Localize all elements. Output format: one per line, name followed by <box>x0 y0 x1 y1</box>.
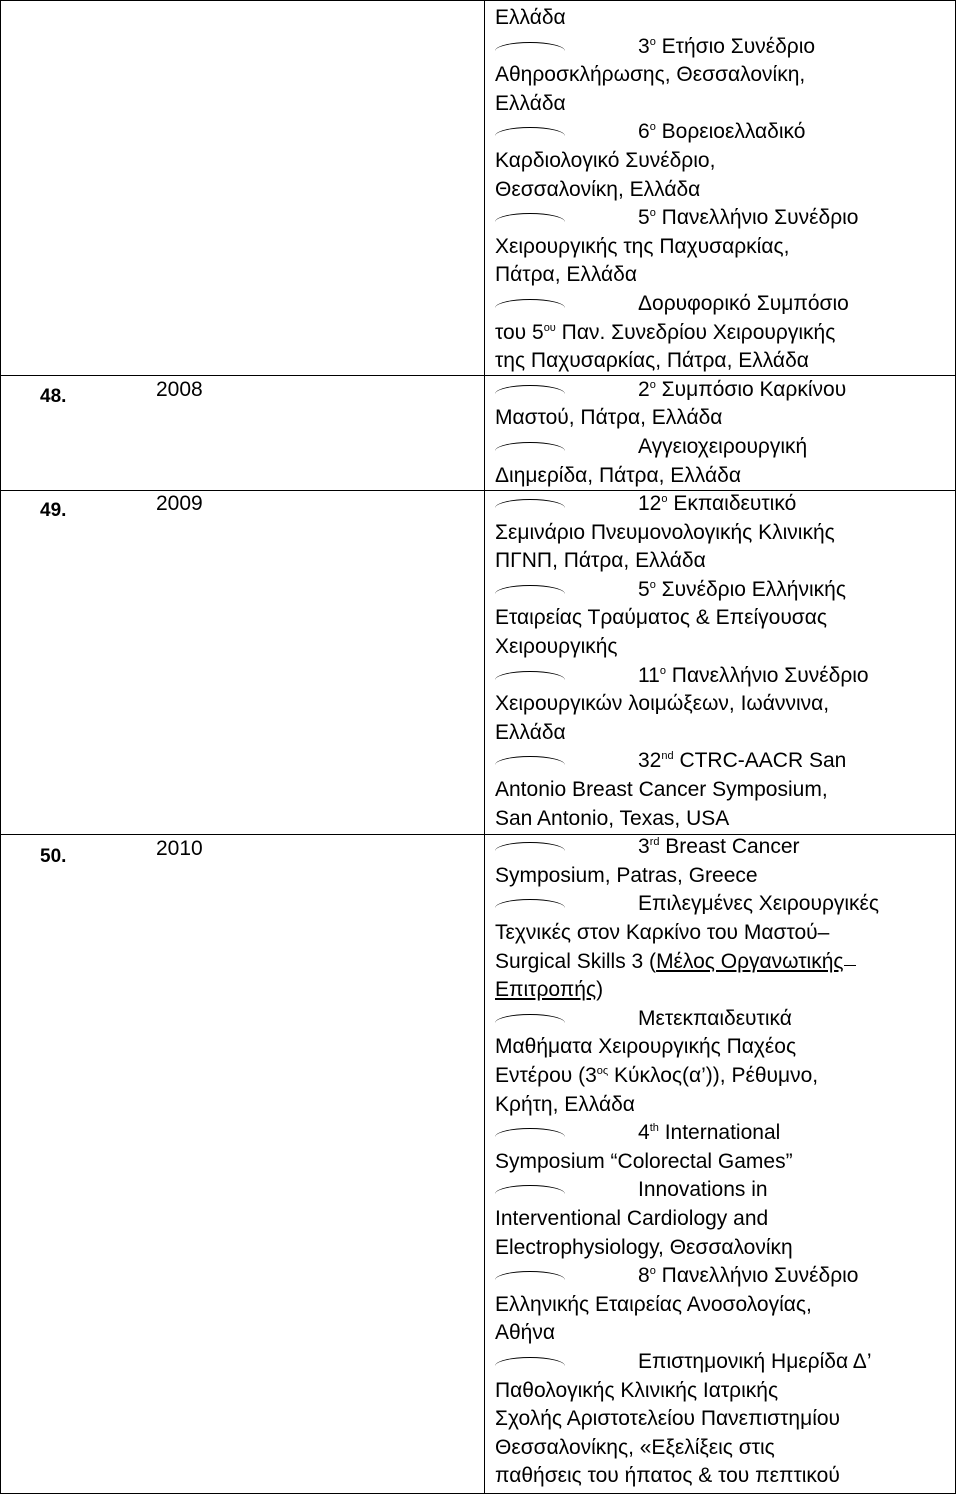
event-list <box>495 4 950 1491</box>
underline-trail <box>844 965 856 966</box>
text-line: Εταιρείας Τραύματος & Επείγουσας <box>495 606 828 630</box>
row-year: 2010 <box>156 837 203 860</box>
event-entry: Δορυφορικό Συμπόσιο <box>495 290 950 319</box>
text-line: Χειρουργικών λοιμώξεων, Ιωάννινα, <box>495 692 830 716</box>
event-entry: Αγγειοχειρουργική <box>495 433 950 462</box>
text-line: San Antonio, Texas, USA <box>495 806 730 830</box>
text-line: Μαθήματα Χειρουργικής Παχέος <box>495 1035 797 1059</box>
arc-bullet-icon <box>495 42 565 51</box>
arc-bullet-icon <box>495 499 565 508</box>
text-line: Symposium “Colorectal Games” <box>495 1149 793 1173</box>
text-line: Τεχνικές στον Καρκίνο του Μαστού– <box>495 921 830 944</box>
arc-bullet-icon <box>495 442 565 451</box>
arc-bullet-icon <box>495 1185 565 1194</box>
arc-bullet-icon <box>495 671 565 680</box>
arc-bullet-icon <box>495 299 565 308</box>
arc-bullet-icon <box>495 127 565 136</box>
event-entry: Επιστημονική Ημερίδα Δ’ <box>495 1348 950 1377</box>
event-entry: Μετεκπαιδευτικά <box>495 1005 950 1034</box>
arc-bullet-icon <box>495 899 565 908</box>
text-line: Χειρουργικής <box>495 635 618 659</box>
row-number: 50. <box>40 846 67 867</box>
arc-bullet-icon <box>495 1271 565 1280</box>
text-line: Θεσσαλονίκη, Ελλάδα <box>495 177 701 201</box>
text-line: Χειρουργικής της Παχυσαρκίας, <box>495 234 790 258</box>
text-line: Interventional Cardiology and <box>495 1206 769 1230</box>
text-line: του $5^{o\upsilon}$ Παν. Συνεδρίου Χειρουργικής <box>495 320 836 344</box>
event-entry: $2^o$ Συμπόσιο Καρκίνου <box>495 376 950 405</box>
row-number: 48. <box>40 386 67 407</box>
text-line: Καρδιολογικό Συνέδριο, <box>495 148 716 172</box>
event-entry: Innovations in <box>495 1176 950 1205</box>
arc-bullet-icon <box>495 1357 565 1366</box>
text-line: Ελληνικής Εταιρείας Ανοσολογίας, <box>495 1292 812 1316</box>
text-line: Symposium, Patras, Greece <box>495 863 758 887</box>
arc-bullet-icon <box>495 1128 565 1137</box>
arc-bullet-icon <box>495 1014 565 1023</box>
arc-bullet-icon <box>495 385 565 394</box>
text-line: Ελλάδα <box>495 720 566 744</box>
text-line: της Παχυσαρκίας, Πάτρα, Ελλάδα <box>495 349 809 373</box>
text-line: Surgical Skills 3 (Μέλος Οργανωτικής <box>495 948 950 977</box>
text-line: ΠΓΝΠ, Πάτρα, Ελλάδα <box>495 549 706 573</box>
arc-bullet-icon <box>495 842 565 851</box>
text-line: Antonio Breast Cancer Symposium, <box>495 778 828 802</box>
arc-bullet-icon <box>495 756 565 765</box>
event-entry: Επιλεγμένες Χειρουργικές <box>495 890 950 919</box>
text-line: Πάτρα, Ελλάδα <box>495 263 638 287</box>
arc-bullet-icon <box>495 585 565 594</box>
text-line: Μαστού, Πάτρα, Ελλάδα <box>495 406 723 430</box>
text-line: Κρήτη, Ελλάδα <box>495 1092 635 1116</box>
event-entry: 4th International <box>495 1119 950 1148</box>
text-line: Ελλάδα <box>495 91 566 115</box>
text-line: Εντέρου ($3^{o\varsigma}$ Κύκλος(α’)), Ρέθυμνο, <box>495 1063 819 1087</box>
arc-bullet-icon <box>495 213 565 222</box>
event-entry: $12^o$ Εκπαιδευτικό <box>495 490 950 519</box>
text-line: Παθολογικής Κλινικής Ιατρικής <box>495 1378 779 1402</box>
event-entry: $6^o$ Βορειοελλαδικό <box>495 118 950 147</box>
event-entry: $5^o$ Πανελλήνιο Συνέδριο <box>495 204 950 233</box>
text-line: Αθήνα <box>495 1321 556 1345</box>
text-line: παθήσεις του ήπατος & του πεπτικού <box>495 1464 840 1488</box>
text-line: Διημερίδα, Πάτρα, Ελλάδα <box>495 463 741 487</box>
text-line: Σχολής Αριστοτελείου Πανεπιστημίου <box>495 1407 841 1431</box>
event-entry: 3rd Breast Cancer <box>495 833 950 862</box>
event-entry: $11^o$ Πανελλήνιο Συνέδριο <box>495 662 950 691</box>
text-line: Σεμινάριο Πνευμονολογικής Κλινικής <box>495 520 835 544</box>
event-entry: $3^o$ Ετήσιο Συνέδριο <box>495 33 950 62</box>
row-year: 2008 <box>156 378 203 401</box>
text-line: Ελλάδα <box>495 6 566 29</box>
text-line: Επιτροπής) <box>495 978 604 1002</box>
event-entry: $8^o$ Πανελλήνιο Συνέδριο <box>495 1262 950 1291</box>
event-entry: 32nd CTRC-AACR San <box>495 747 950 776</box>
text-line: Θεσσαλονίκης, «Εξελίξεις στις <box>495 1435 775 1459</box>
row-number: 49. <box>40 500 67 521</box>
column-divider <box>484 0 485 1494</box>
text-line: Αθηροσκλήρωσης, Θεσσαλονίκη, <box>495 63 806 87</box>
text-line: Electrophysiology, Θεσσαλονίκη <box>495 1235 793 1259</box>
event-entry: $5^o$ Συνέδριο Ελλήνικής <box>495 576 950 605</box>
row-year: 2009 <box>156 492 203 515</box>
